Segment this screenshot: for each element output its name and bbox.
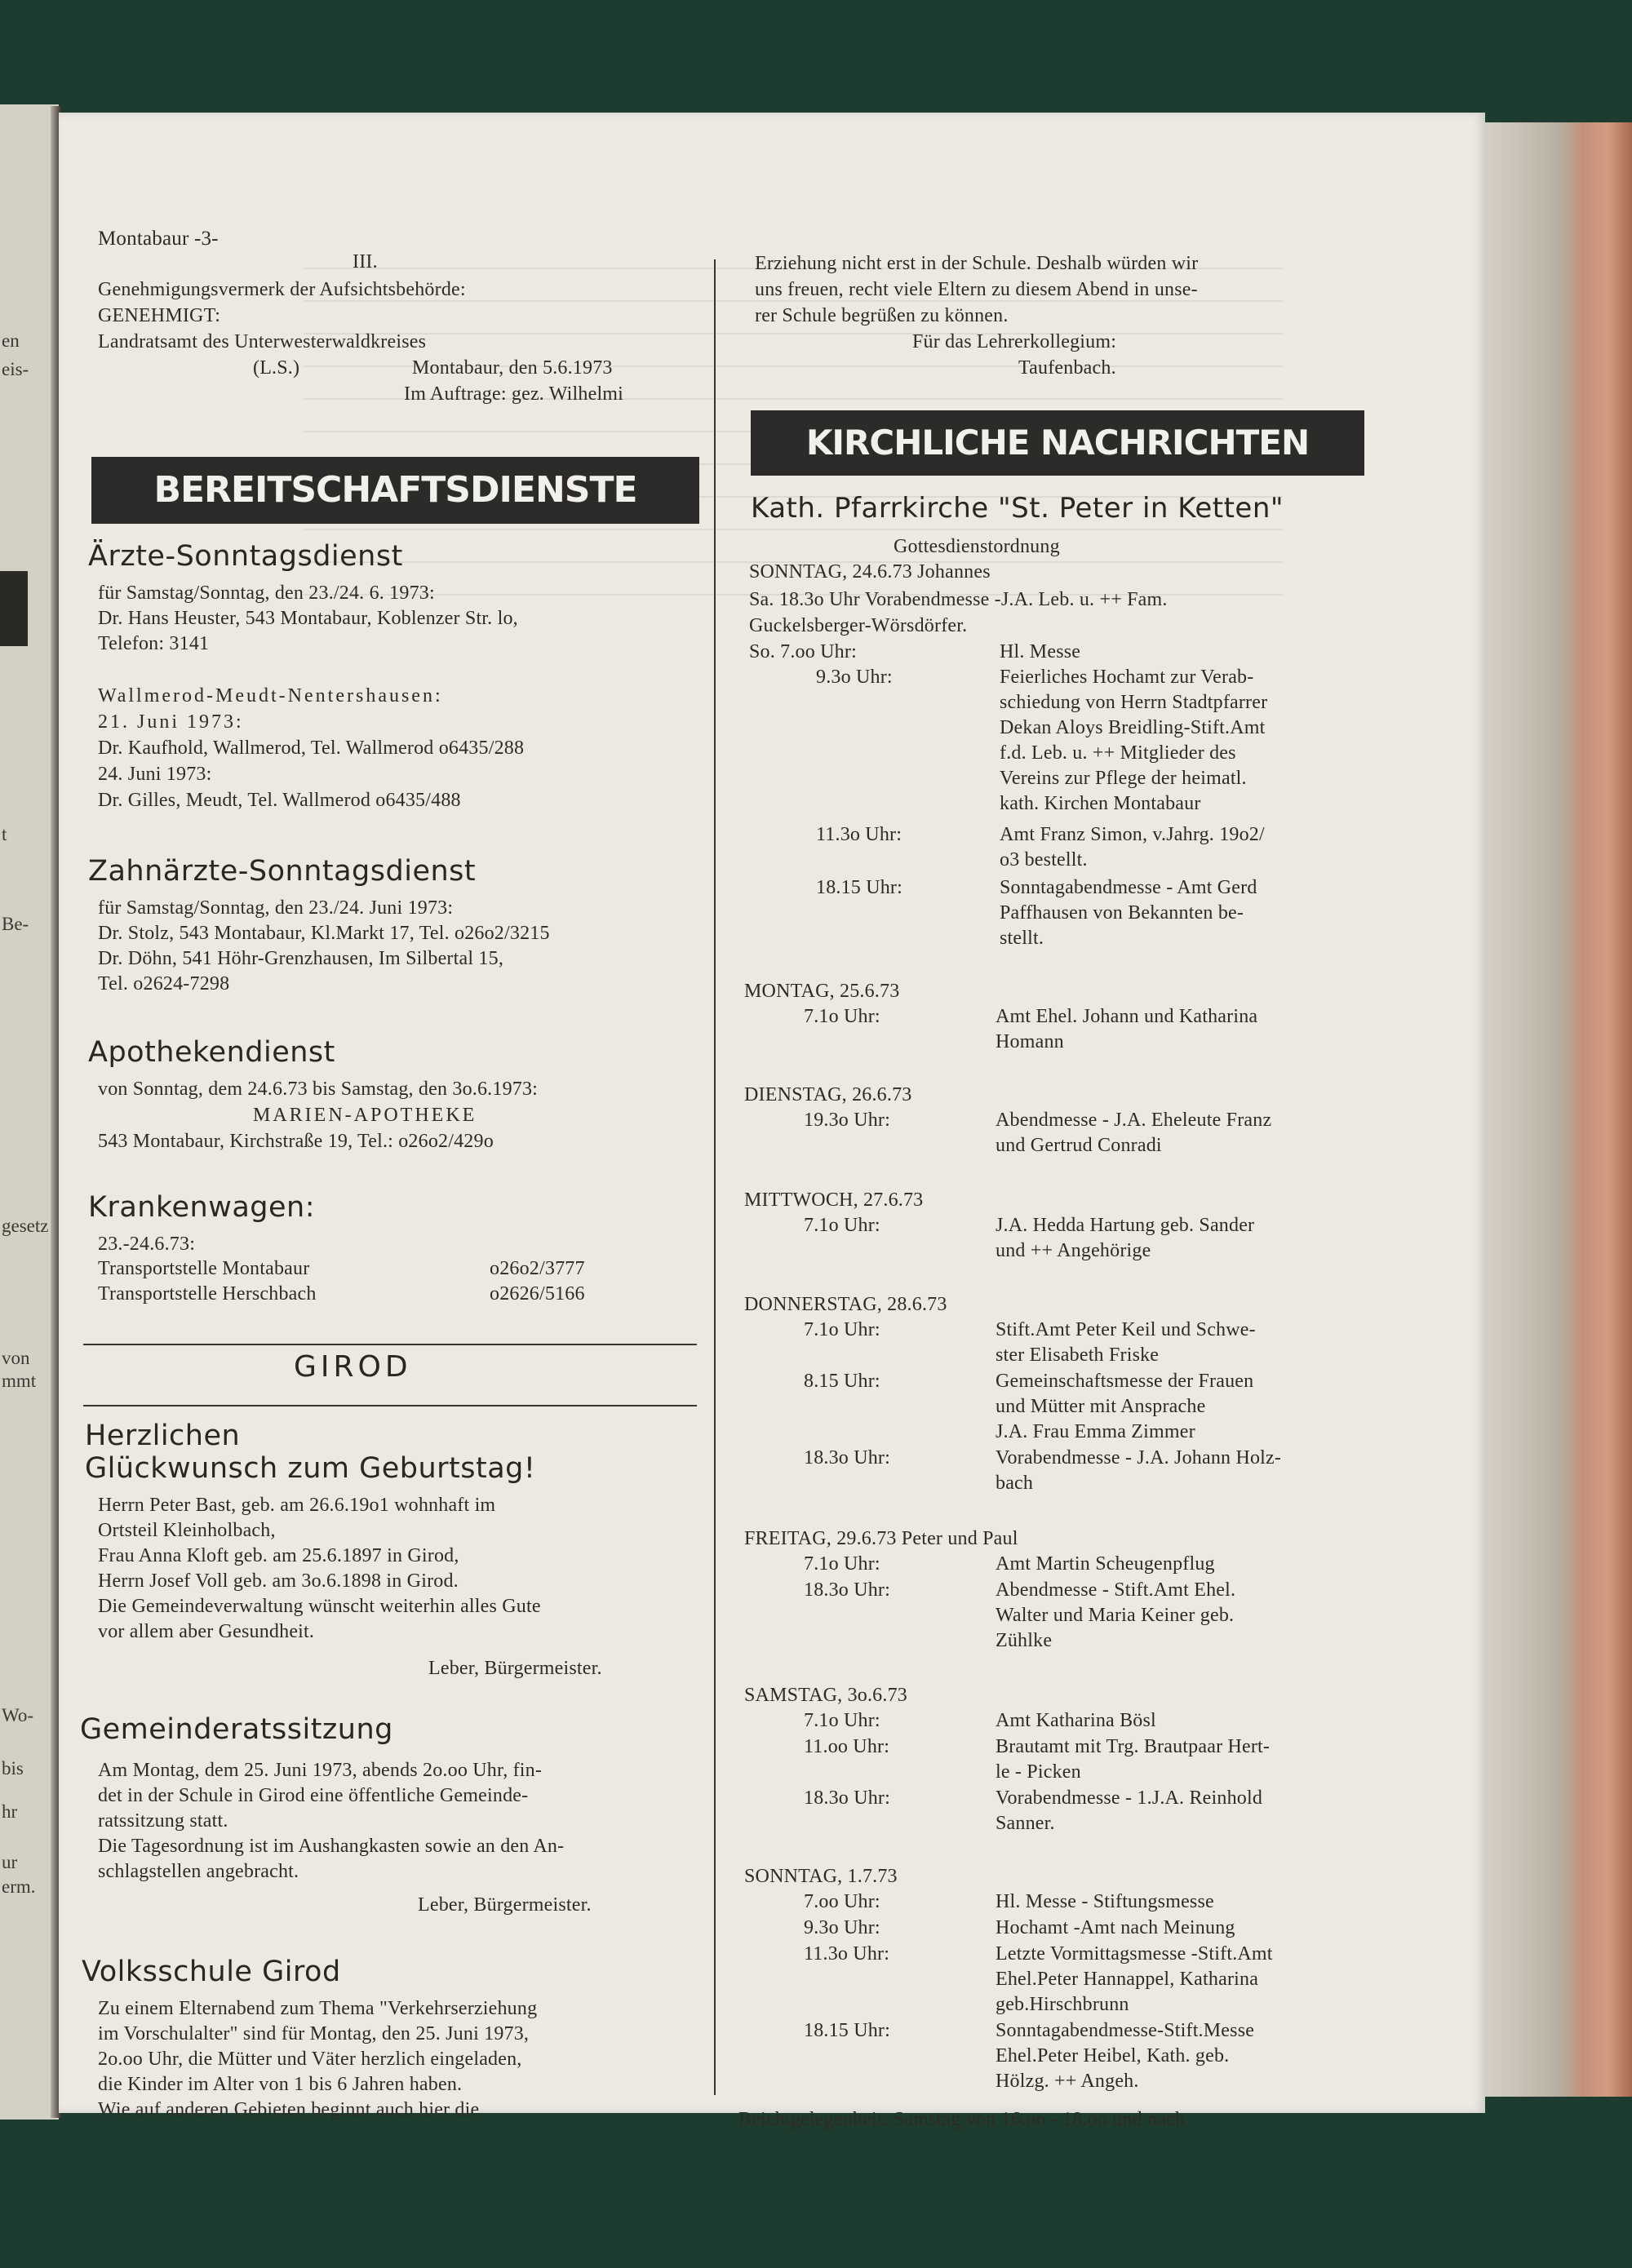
left-page-fragment-text: mmt	[2, 1371, 37, 1391]
entry-text: Hl. Messe - Stiftungsmesse	[996, 1891, 1214, 1912]
entry-text: Sa. 18.3o Uhr Vorabendmesse -J.A. Leb. u. ++ Fam.	[749, 589, 1168, 610]
aerzte-line: 21. Juni 1973:	[98, 711, 244, 733]
entry-time: 18.3o Uhr:	[804, 1447, 890, 1468]
entry-text: J.A. Hedda Hartung geb. Sander	[996, 1215, 1255, 1236]
left-page-banner-fragment	[0, 571, 28, 646]
entry-text: Hl. Messe	[1000, 641, 1081, 662]
zahnaerzte-line: Dr. Döhn, 541 Höhr-Grenzhausen, Im Silbertal 15,	[98, 948, 504, 969]
signature-line: Im Auftrage: gez. Wilhelmi	[404, 383, 624, 405]
aerzte-line: Telefon: 3141	[98, 633, 210, 654]
date-line: Montabaur, den 5.6.1973	[412, 357, 613, 379]
zahnaerzte-line: Tel. o2624-7298	[98, 973, 230, 994]
entry-text: Vorabendmesse - J.A. Johann Holz-	[996, 1447, 1282, 1468]
church-title: Kath. Pfarrkirche "St. Peter in Ketten"	[751, 492, 1284, 525]
aerzte-line: Dr. Kaufhold, Wallmerod, Tel. Wallmerod o6435/288	[98, 738, 525, 759]
seal-label: (L.S.)	[253, 357, 300, 379]
gemeinderat-line: Am Montag, dem 25. Juni 1973, abends 2o.oo Uhr, fin-	[98, 1760, 543, 1781]
volksschule-line: im Vorschulalter" sind für Montag, den 25. Juni 1973,	[98, 2023, 530, 2044]
entry-text: Stift.Amt Peter Keil und Schwe-	[996, 1319, 1256, 1340]
entry-text: Abendmesse - Stift.Amt Ehel.	[996, 1579, 1236, 1601]
day-heading: SONNTAG, 24.6.73 Johannes	[749, 561, 991, 583]
entry-time: 11.3o Uhr:	[804, 1943, 890, 1965]
entry-text: Amt Franz Simon, v.Jahrg. 19o2/	[1000, 824, 1265, 845]
day-heading: FREITAG, 29.6.73 Peter und Paul	[744, 1528, 1018, 1549]
entry-time: 18.3o Uhr:	[804, 1787, 890, 1809]
entry-text: ster Elisabeth Friske	[996, 1344, 1160, 1366]
birthday-line: Ortsteil Kleinholbach,	[98, 1520, 276, 1541]
aerzte-line: 24. Juni 1973:	[98, 764, 212, 785]
heading-girod: GIROD	[294, 1350, 412, 1384]
heading-gemeinderatssitzung: Gemeinderatssitzung	[80, 1713, 393, 1746]
entry-text: Ehel.Peter Heibel, Kath. geb.	[996, 2045, 1230, 2066]
left-page-fragment-text: bis	[2, 1758, 24, 1779]
intro-signature-name: Taufenbach.	[1018, 357, 1116, 379]
entry-time: 11.oo Uhr:	[804, 1736, 890, 1757]
left-page-fragment-text: von	[2, 1348, 30, 1368]
entry-text: Feierliches Hochamt zur Verab-	[1000, 667, 1254, 688]
heading-krankenwagen: Krankenwagen:	[88, 1191, 316, 1224]
intro-line: rer Schule begrüßen zu können.	[755, 305, 1009, 326]
entry-text: Hochamt -Amt nach Meinung	[996, 1917, 1235, 1938]
birthday-line: Frau Anna Kloft geb. am 25.6.1897 in Girod,	[98, 1545, 459, 1566]
entry-text: Letzte Vormittagsmesse -Stift.Amt	[996, 1943, 1273, 1965]
entry-text: und Mütter mit Ansprache	[996, 1396, 1206, 1417]
aerzte-line: Dr. Hans Heuster, 543 Montabaur, Koblenzer Str. lo,	[98, 608, 518, 629]
entry-text: Vereins zur Pflege der heimatl.	[1000, 768, 1247, 789]
entry-time: 9.3o Uhr:	[804, 1917, 880, 1938]
left-page-fragment-text: erm.	[2, 1876, 36, 1897]
gottesdienstordnung-label: Gottesdienstordnung	[894, 536, 1060, 557]
entry-time: 7.1o Uhr:	[804, 1006, 880, 1027]
volksschule-line: Zu einem Elternabend zum Thema "Verkehrserziehung	[98, 1998, 538, 2019]
entry-text: kath. Kirchen Montabaur	[1000, 793, 1201, 814]
entry-time: 7.1o Uhr:	[804, 1553, 880, 1575]
entry-text: Amt Martin Scheugenpflug	[996, 1553, 1215, 1575]
heading-herzlichen: Herzlichen	[85, 1420, 241, 1452]
entry-time: 7.1o Uhr:	[804, 1319, 880, 1340]
gemeinderat-line: Die Tagesordnung ist im Aushangkasten sowie an den An-	[98, 1836, 565, 1857]
entry-text: Sanner.	[996, 1813, 1055, 1834]
entry-text: und Gertrud Conradi	[996, 1135, 1162, 1156]
entry-time: So. 7.oo Uhr:	[749, 641, 857, 662]
volksschule-line: die Kinder im Alter von 1 bis 6 Jahren haben.	[98, 2074, 463, 2095]
page-header: Montabaur -3-	[98, 228, 219, 250]
approval-line: GENEHMIGT:	[98, 305, 221, 326]
entry-text: und ++ Angehörige	[996, 1240, 1151, 1261]
beichtgelegenheit-line: Beichtgelegenheit: Samstag von 16.oo - 18.oo und nach	[738, 2109, 1186, 2130]
entry-text: schiedung von Herrn Stadtpfarrer	[1000, 692, 1268, 713]
apotheke-line: von Sonntag, dem 24.6.73 bis Samstag, den 3o.6.1973:	[98, 1079, 539, 1100]
girod-rule-bottom	[83, 1405, 697, 1406]
entry-time: 11.3o Uhr:	[816, 824, 902, 845]
entry-text: Homann	[996, 1031, 1064, 1052]
entry-time: 18.15 Uhr:	[816, 877, 902, 898]
intro-line: Erziehung nicht erst in der Schule. Deshalb würden wir	[755, 253, 1199, 274]
entry-time: 19.3o Uhr:	[804, 1110, 890, 1131]
entry-text: Walter und Maria Keiner geb.	[996, 1605, 1235, 1626]
entry-text: Amt Ehel. Johann und Katharina	[996, 1006, 1258, 1027]
day-heading: MITTWOCH, 27.6.73	[744, 1189, 924, 1211]
column-divider	[714, 259, 716, 2095]
heading-glueckwunsch: Glückwunsch zum Geburtstag!	[85, 1452, 536, 1485]
entry-time: 18.15 Uhr:	[804, 2020, 890, 2041]
day-heading: SONNTAG, 1.7.73	[744, 1866, 898, 1887]
roman-numeral: III.	[353, 251, 378, 272]
book-page-edges	[1469, 122, 1632, 2097]
volksschule-line: 2o.oo Uhr, die Mütter und Väter herzlich eingeladen,	[98, 2049, 522, 2070]
left-page-fragment-text: t	[2, 824, 7, 844]
banner-kirchliche-nachrichten: KIRCHLICHE NACHRICHTEN	[751, 410, 1364, 476]
girod-rule-top	[83, 1344, 697, 1345]
entry-text: Guckelsberger-Wörsdörfer.	[749, 615, 968, 636]
left-page-fragment-text: Be-	[2, 914, 29, 934]
approval-line: Genehmigungsvermerk der Aufsichtsbehörde:	[98, 279, 466, 300]
left-page-fragment-text: hr	[2, 1801, 18, 1822]
day-heading: MONTAG, 25.6.73	[744, 981, 900, 1002]
gemeinderat-line: det in der Schule in Girod eine öffentliche Gemeinde-	[98, 1785, 529, 1806]
transport-name: Transportstelle Montabaur	[98, 1258, 310, 1279]
volksschule-line: Wie auf anderen Gebieten beginnt auch hier die	[98, 2099, 480, 2120]
entry-time: 7.oo Uhr:	[804, 1891, 880, 1912]
entry-text: Ehel.Peter Hannappel, Katharina	[996, 1969, 1259, 1990]
birthday-signature: Leber, Bürgermeister.	[428, 1658, 602, 1679]
heading-volksschule-girod: Volksschule Girod	[82, 1956, 341, 1988]
birthday-line: Herrn Josef Voll geb. am 3o.6.1898 in Girod.	[98, 1570, 459, 1592]
left-page-fragment-text: Wo-	[2, 1705, 34, 1725]
entry-text: Vorabendmesse - 1.J.A. Reinhold	[996, 1787, 1263, 1809]
entry-text: Zühlke	[996, 1630, 1053, 1651]
heading-apothekendienst: Apothekendienst	[88, 1036, 335, 1069]
entry-text: stellt.	[1000, 928, 1044, 949]
birthday-line: Die Gemeindeverwaltung wünscht weiterhin alles Gute	[98, 1596, 541, 1617]
day-heading: SAMSTAG, 3o.6.73	[744, 1685, 907, 1706]
heading-aerzte-sonntagsdienst: Ärzte-Sonntagsdienst	[88, 540, 403, 573]
left-page-fragment-text: eis-	[2, 359, 29, 379]
entry-time: 8.15 Uhr:	[804, 1371, 880, 1392]
gemeinderat-line: ratssitzung statt.	[98, 1810, 228, 1832]
entry-text: geb.Hirschbrunn	[996, 1994, 1129, 2015]
entry-text: f.d. Leb. u. ++ Mitglieder des	[1000, 742, 1236, 764]
apotheke-name: MARIEN-APOTHEKE	[253, 1105, 477, 1126]
entry-text: Gemeinschaftsmesse der Frauen	[996, 1371, 1254, 1392]
day-heading: DONNERSTAG, 28.6.73	[744, 1294, 947, 1315]
entry-time: 7.1o Uhr:	[804, 1710, 880, 1731]
krankenwagen-date: 23.-24.6.73:	[98, 1234, 196, 1255]
apotheke-line: 543 Montabaur, Kirchstraße 19, Tel.: o26o2/429o	[98, 1131, 494, 1152]
intro-line: uns freuen, recht viele Eltern zu diesem Abend in unse-	[755, 279, 1198, 300]
entry-text: Abendmesse - J.A. Eheleute Franz	[996, 1110, 1272, 1131]
entry-text: Amt Katharina Bösl	[996, 1710, 1156, 1731]
left-page-fragment-text: en	[2, 330, 20, 351]
zahnaerzte-line: für Samstag/Sonntag, den 23./24. Juni 1973:	[98, 897, 454, 919]
entry-time: 9.3o Uhr:	[816, 667, 893, 688]
left-page-fragment-text: ur	[2, 1852, 18, 1872]
entry-text: Sonntagabendmesse - Amt Gerd	[1000, 877, 1257, 898]
gemeinderat-line: schlagstellen angebracht.	[98, 1861, 299, 1882]
entry-text: le - Picken	[996, 1761, 1081, 1783]
aerzte-line: für Samstag/Sonntag, den 23./24. 6. 1973:	[98, 583, 435, 604]
left-page-fragment-text: gesetz	[2, 1216, 49, 1236]
entry-text: Dekan Aloys Breidling-Stift.Amt	[1000, 717, 1266, 738]
birthday-line: Herrn Peter Bast, geb. am 26.6.19o1 wohnhaft im	[98, 1495, 496, 1516]
transport-tel: o2626/5166	[490, 1283, 585, 1305]
heading-zahnaerzte-sonntagsdienst: Zahnärzte-Sonntagsdienst	[88, 855, 477, 888]
entry-text: J.A. Frau Emma Zimmer	[996, 1421, 1195, 1442]
aerzte-line: Dr. Gilles, Meudt, Tel. Wallmerod o6435/488	[98, 790, 461, 811]
document-page	[59, 113, 1485, 2130]
entry-text: Paffhausen von Bekannten be-	[1000, 902, 1244, 924]
entry-text: o3 bestellt.	[1000, 849, 1088, 870]
approval-line: Landratsamt des Unterwesterwaldkreises	[98, 331, 427, 352]
gemeinderat-signature: Leber, Bürgermeister.	[418, 1894, 592, 1916]
zahnaerzte-line: Dr. Stolz, 543 Montabaur, Kl.Markt 17, Tel. o26o2/3215	[98, 923, 550, 944]
entry-text: Brautamt mit Trg. Brautpaar Hert-	[996, 1736, 1271, 1757]
aerzte-line: Wallmerod-Meudt-Nentershausen:	[98, 685, 443, 707]
intro-signature-label: Für das Lehrerkollegium:	[912, 331, 1117, 352]
transport-name: Transportstelle Herschbach	[98, 1283, 317, 1305]
entry-time: 18.3o Uhr:	[804, 1579, 890, 1601]
birthday-line: vor allem aber Gesundheit.	[98, 1621, 315, 1642]
day-heading: DIENSTAG, 26.6.73	[744, 1084, 912, 1105]
entry-text: Sonntagabendmesse-Stift.Messe	[996, 2020, 1255, 2041]
banner-bereitschaftsdienste: BEREITSCHAFTSDIENSTE	[91, 457, 699, 524]
entry-text: Hölzg. ++ Angeh.	[996, 2071, 1139, 2092]
entry-time: 7.1o Uhr:	[804, 1215, 880, 1236]
entry-text: bach	[996, 1473, 1034, 1494]
transport-tel: o26o2/3777	[490, 1258, 585, 1279]
